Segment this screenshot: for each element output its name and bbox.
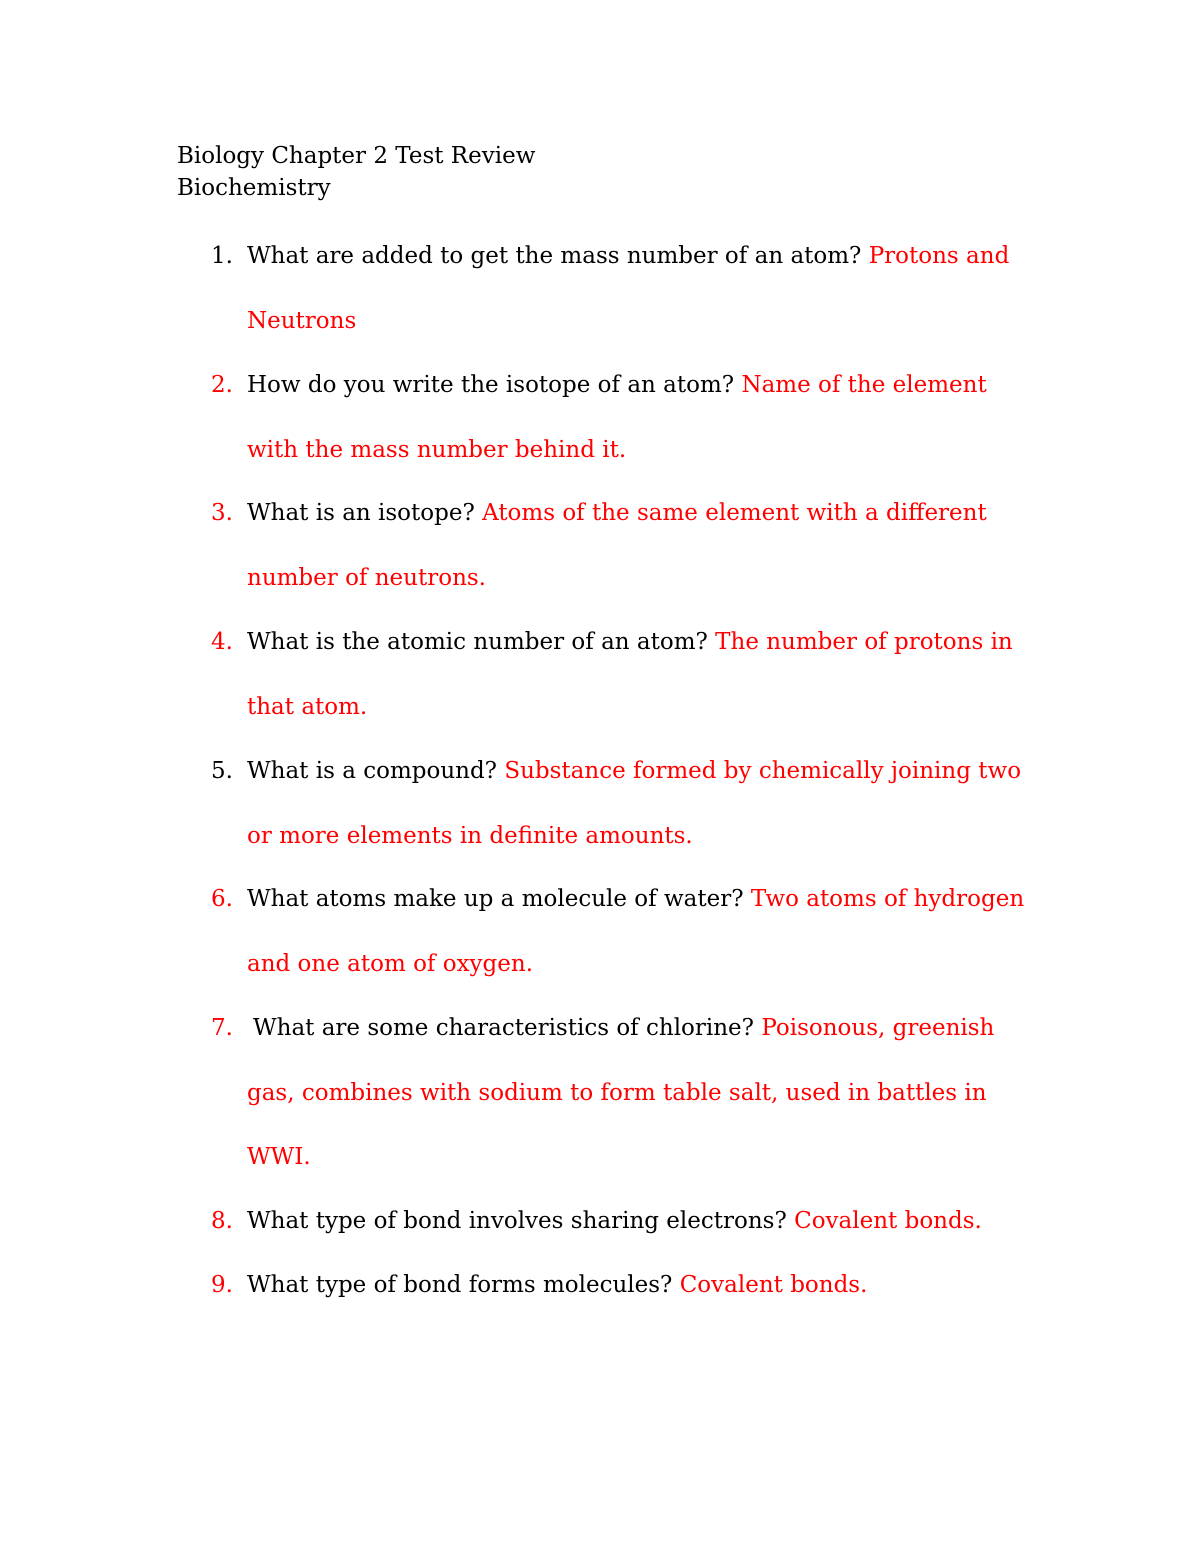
question-body bbox=[247, 224, 1037, 353]
question-body bbox=[247, 1253, 1037, 1318]
question-number: 3. bbox=[211, 500, 233, 526]
question-text: What is the atomic number of an atom? bbox=[247, 629, 708, 655]
document-title: Biology Chapter 2 Test Review bbox=[177, 143, 536, 169]
document-subtitle: Biochemistry bbox=[177, 175, 331, 201]
question-text: What are some characteristics of chlorine? bbox=[253, 1015, 755, 1041]
question-text: What type of bond involves sharing electrons? bbox=[247, 1208, 787, 1234]
answer-text: Substance formed by chemically joining two or more elements in definite amounts. bbox=[247, 758, 1022, 849]
question-number: 6. bbox=[211, 886, 233, 912]
question-text: What type of bond forms molecules? bbox=[247, 1272, 673, 1298]
question-body bbox=[247, 867, 1037, 996]
answer-text: Poisonous, greenish gas, combines with sodium to form table salt, used in battles in WWI. bbox=[247, 1015, 995, 1170]
question-body bbox=[247, 610, 1037, 739]
question-number: 8. bbox=[211, 1208, 233, 1234]
question-number: 1. bbox=[211, 243, 233, 269]
question-text: What is an isotope? bbox=[247, 500, 475, 526]
answer-text: Atoms of the same element with a different number of neutrons. bbox=[247, 500, 987, 591]
answer-text: Two atoms of hydrogen and one atom of oxygen. bbox=[247, 886, 1025, 977]
question-number: 9. bbox=[211, 1272, 233, 1298]
question-text: How do you write the isotope of an atom? bbox=[247, 372, 735, 398]
question-body bbox=[247, 739, 1037, 868]
answer-text: Name of the element with the mass number behind it. bbox=[247, 372, 987, 463]
answer-text: Covalent bonds. bbox=[794, 1208, 982, 1234]
question-number: 4. bbox=[211, 629, 233, 655]
answer-text: The number of protons in that atom. bbox=[247, 629, 1013, 720]
answer-text: Covalent bonds. bbox=[679, 1272, 868, 1298]
question-number: 2. bbox=[211, 372, 233, 398]
question-number: 5. bbox=[211, 758, 233, 784]
question-body bbox=[247, 996, 1037, 1190]
document-header bbox=[177, 140, 535, 204]
question-body bbox=[247, 481, 1037, 610]
question-text: What is a compound? bbox=[247, 758, 498, 784]
question-number: 7. bbox=[211, 1015, 233, 1041]
answer-text: Protons and Neutrons bbox=[247, 243, 1010, 334]
question-text: What atoms make up a molecule of water? bbox=[247, 886, 744, 912]
question-body bbox=[247, 353, 1037, 482]
question-text: What are added to get the mass number of an atom? bbox=[247, 243, 862, 269]
question-body bbox=[247, 1189, 1037, 1254]
